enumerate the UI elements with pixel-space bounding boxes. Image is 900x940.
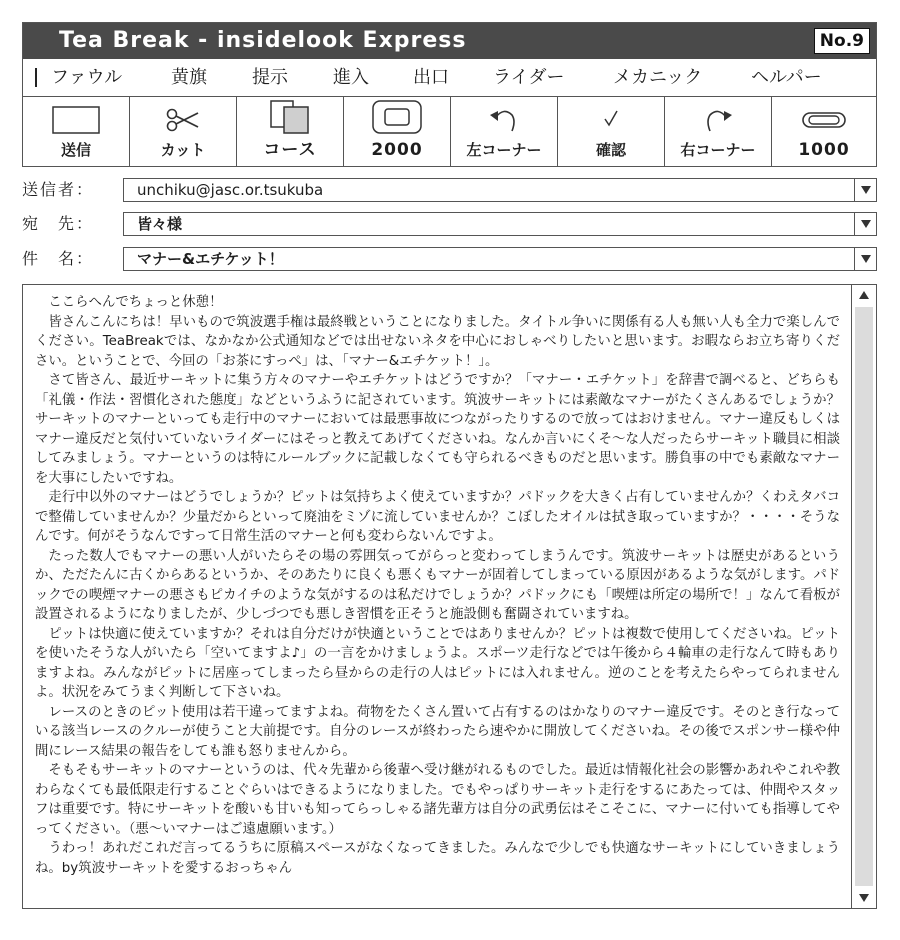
menu-mechanic[interactable]: メカニック <box>613 67 703 88</box>
message-text <box>35 293 840 878</box>
check-icon <box>558 105 664 137</box>
to-field[interactable] <box>123 212 877 236</box>
menu-file[interactable]: ファウル <box>51 67 123 88</box>
to-row <box>22 212 877 236</box>
paragraph: 走行中以外のマナーはどうでしょうか？ピットは気持ちよく使えていますか？パドックを大きく占有していませんか？くわえタバコで整備していませんか？少量だからといって廃油をミゾに流していませんか？こぼしたオイルは拭き取っていますか？・・・・そうなんです。何がそうなんですって日常生活のマナーと何も変わらないんですよ。 <box>35 490 840 544</box>
mail-window <box>22 22 877 167</box>
copy-pages-icon <box>237 105 343 137</box>
arrow-up-icon <box>859 291 869 299</box>
scroll-track[interactable] <box>855 307 873 886</box>
text-cursor-icon <box>35 68 37 87</box>
to-dropdown-button[interactable] <box>854 213 876 235</box>
subject-row <box>22 247 877 271</box>
scroll-up-button[interactable] <box>852 285 876 305</box>
left-corner-button[interactable] <box>451 97 558 166</box>
course-label: コース <box>263 140 317 160</box>
right-corner-label: 右コーナー <box>680 141 756 159</box>
menu-bar <box>23 59 876 97</box>
menu-entry[interactable]: 進入 <box>333 67 369 88</box>
message-body[interactable] <box>22 284 877 909</box>
toolbar <box>23 97 876 166</box>
cut-button[interactable] <box>130 97 237 166</box>
subject-value: マナー&エチケット！ <box>137 250 284 268</box>
arrow-down-icon <box>859 894 869 902</box>
paperclip-icon <box>772 105 876 137</box>
2000-button[interactable] <box>344 97 451 166</box>
left-corner-label: 左コーナー <box>466 141 542 159</box>
confirm-label: 確認 <box>595 141 626 159</box>
menu-present[interactable]: 提示 <box>252 67 288 88</box>
paragraph: 皆さんこんにちは！早いもので筑波選手権は最終戦ということになりました。タイトル争いに関係有る人も無い人も全力で楽しんでください。TeaBreakでは、なかなか公式通知などでは出せないネタを中心におしゃべりしたいと思います。お暇ならお立ち寄りください。ということで、今回の「お茶にすっぺ」は、「マナー&エチケット！」。 <box>35 314 840 369</box>
curve-left-arrow-icon <box>451 105 557 137</box>
issue-badge: No.9 <box>814 28 870 54</box>
paragraph: ピットは快適に使えていますか？それは自分だけが快適ということではありませんか？ピットは複数で使用してくださいね。ピットを使いたそうな人がいたら「空いてますよ♪」の一言をかけましょうよ。スポーツ走行などでは午後から４輪車の走行なんて時もありますよね。みんながピットに居座ってしまったら昼からの走行の人はピットには入れません。逆のことを考えたらやってられませんよ。状況をみてうまく判断して下さいね。 <box>35 626 840 700</box>
curve-right-arrow-icon <box>665 105 771 137</box>
from-dropdown-button[interactable] <box>854 179 876 201</box>
closing-line: うわっ！あれだこれだ言ってるうちに原稿スペースがなくなってきました。みんなで少しでも快適なサーキットにしていきましょうね。by筑波サーキットを愛するおっちゃん <box>35 841 840 876</box>
to-value: 皆々様 <box>137 215 183 233</box>
scroll-down-button[interactable] <box>852 888 876 908</box>
course-button[interactable] <box>237 97 344 166</box>
chevron-down-icon <box>861 220 871 228</box>
subject-dropdown-button[interactable] <box>854 248 876 270</box>
chevron-down-icon <box>861 255 871 263</box>
envelope-icon <box>23 105 129 137</box>
scrollbar[interactable] <box>851 285 876 908</box>
from-label: 送信者： <box>22 180 95 199</box>
1000-button[interactable] <box>772 97 876 166</box>
menu-helper[interactable]: ヘルパー <box>751 67 822 88</box>
2000-label: 2000 <box>371 140 423 160</box>
menu-rider[interactable]: ライダー <box>493 67 565 88</box>
from-value: unchiku@jasc.or.tsukuba <box>137 181 324 199</box>
1000-label: 1000 <box>798 140 850 160</box>
chevron-down-icon <box>861 186 871 194</box>
cut-label: カット <box>160 141 206 159</box>
paragraph: たった数人でもマナーの悪い人がいたらその場の雰囲気ってがらっと変わってしまうんです。筑波サーキットは歴史があるというか、ただたんに古くからあるというか、そのあたりに良くも悪くもマナーが固着してしまっている原因があるような気がします。パドックでの喫煙マナーの悪さもピカイチのような気がするのは私だけでしょうか？パドックにも「喫煙は所定の場所で！」なんて看板が設置されるようになりましたが、少しづつでも悪しき習慣を正そうと施設側も奮闘されていますね。 <box>35 548 840 622</box>
paragraph: レースのときのピット使用は若干違ってますよね。荷物をたくさん置いて占有するのはかなりのマナー違反です。そのとき行なっている該当レースのクルーが使うこと大前提です。自分のレースが終わったら速やかに開放してくださいね。その後でスポンサー様や仲間にレース結果の報告をしても誰も怒りませんから。 <box>35 704 840 759</box>
from-row <box>22 178 877 202</box>
rounded-square-icon <box>344 105 450 137</box>
subject-label: 件 名： <box>22 249 95 268</box>
menu-exit[interactable]: 出口 <box>413 67 449 88</box>
window-title: Tea Break - insidelook Express <box>59 28 467 53</box>
to-label: 宛 先： <box>22 214 95 233</box>
title-bar <box>23 23 876 59</box>
scissors-icon <box>130 105 236 137</box>
from-field[interactable] <box>123 178 877 202</box>
confirm-button[interactable] <box>558 97 665 166</box>
subject-field[interactable] <box>123 247 877 271</box>
send-label: 送信 <box>60 141 91 159</box>
greeting-line: ここらへんでちょっと休憩！ <box>48 295 223 310</box>
paragraph: さて皆さん、最近サーキットに集う方々のマナーやエチケットはどうですか？「マナー・エチケット」を辞書で調べると、どちらも「礼儀・作法・習慣化された態度」などというふうに記されています。筑波サーキットには素敵なマナーがたくさんあるでしょうか？サーキットのマナーといっても走行中のマナーにおいては最悪事故につながったりするので放ってはおけません。マナー違反もしくはマナー違反だと気付いていないライダーにはそっと教えてあげてくださいね。なんか言いにくそ〜な人だったらサーキット職員に相談してみましょう。マナーというのは特にルールブックに記載しなくても守られるべきものだと思います。勝負事の中でも素敵なマナーを大事にしたいですね。 <box>35 373 840 486</box>
menu-yellow-flag[interactable]: 黄旗 <box>171 67 207 88</box>
paragraph: そもそもサーキットのマナーというのは、代々先輩から後輩へ受け継がれるものでした。最近は情報化社会の影響かあれやこれや教わらなくても最低限走行することぐらいはできるようになりました。でもやっぱりサーキット走行をするにあたっては、仲間やスタッフは重要です。特にサーキットを酸いも甘いも知ってらっしゃる諸先輩方は自分の武勇伝はそこそこに、マナーに付いても指導してやってください。（悪〜いマナーはご遠慮願います。） <box>35 763 840 837</box>
send-button[interactable] <box>23 97 130 166</box>
right-corner-button[interactable] <box>665 97 772 166</box>
